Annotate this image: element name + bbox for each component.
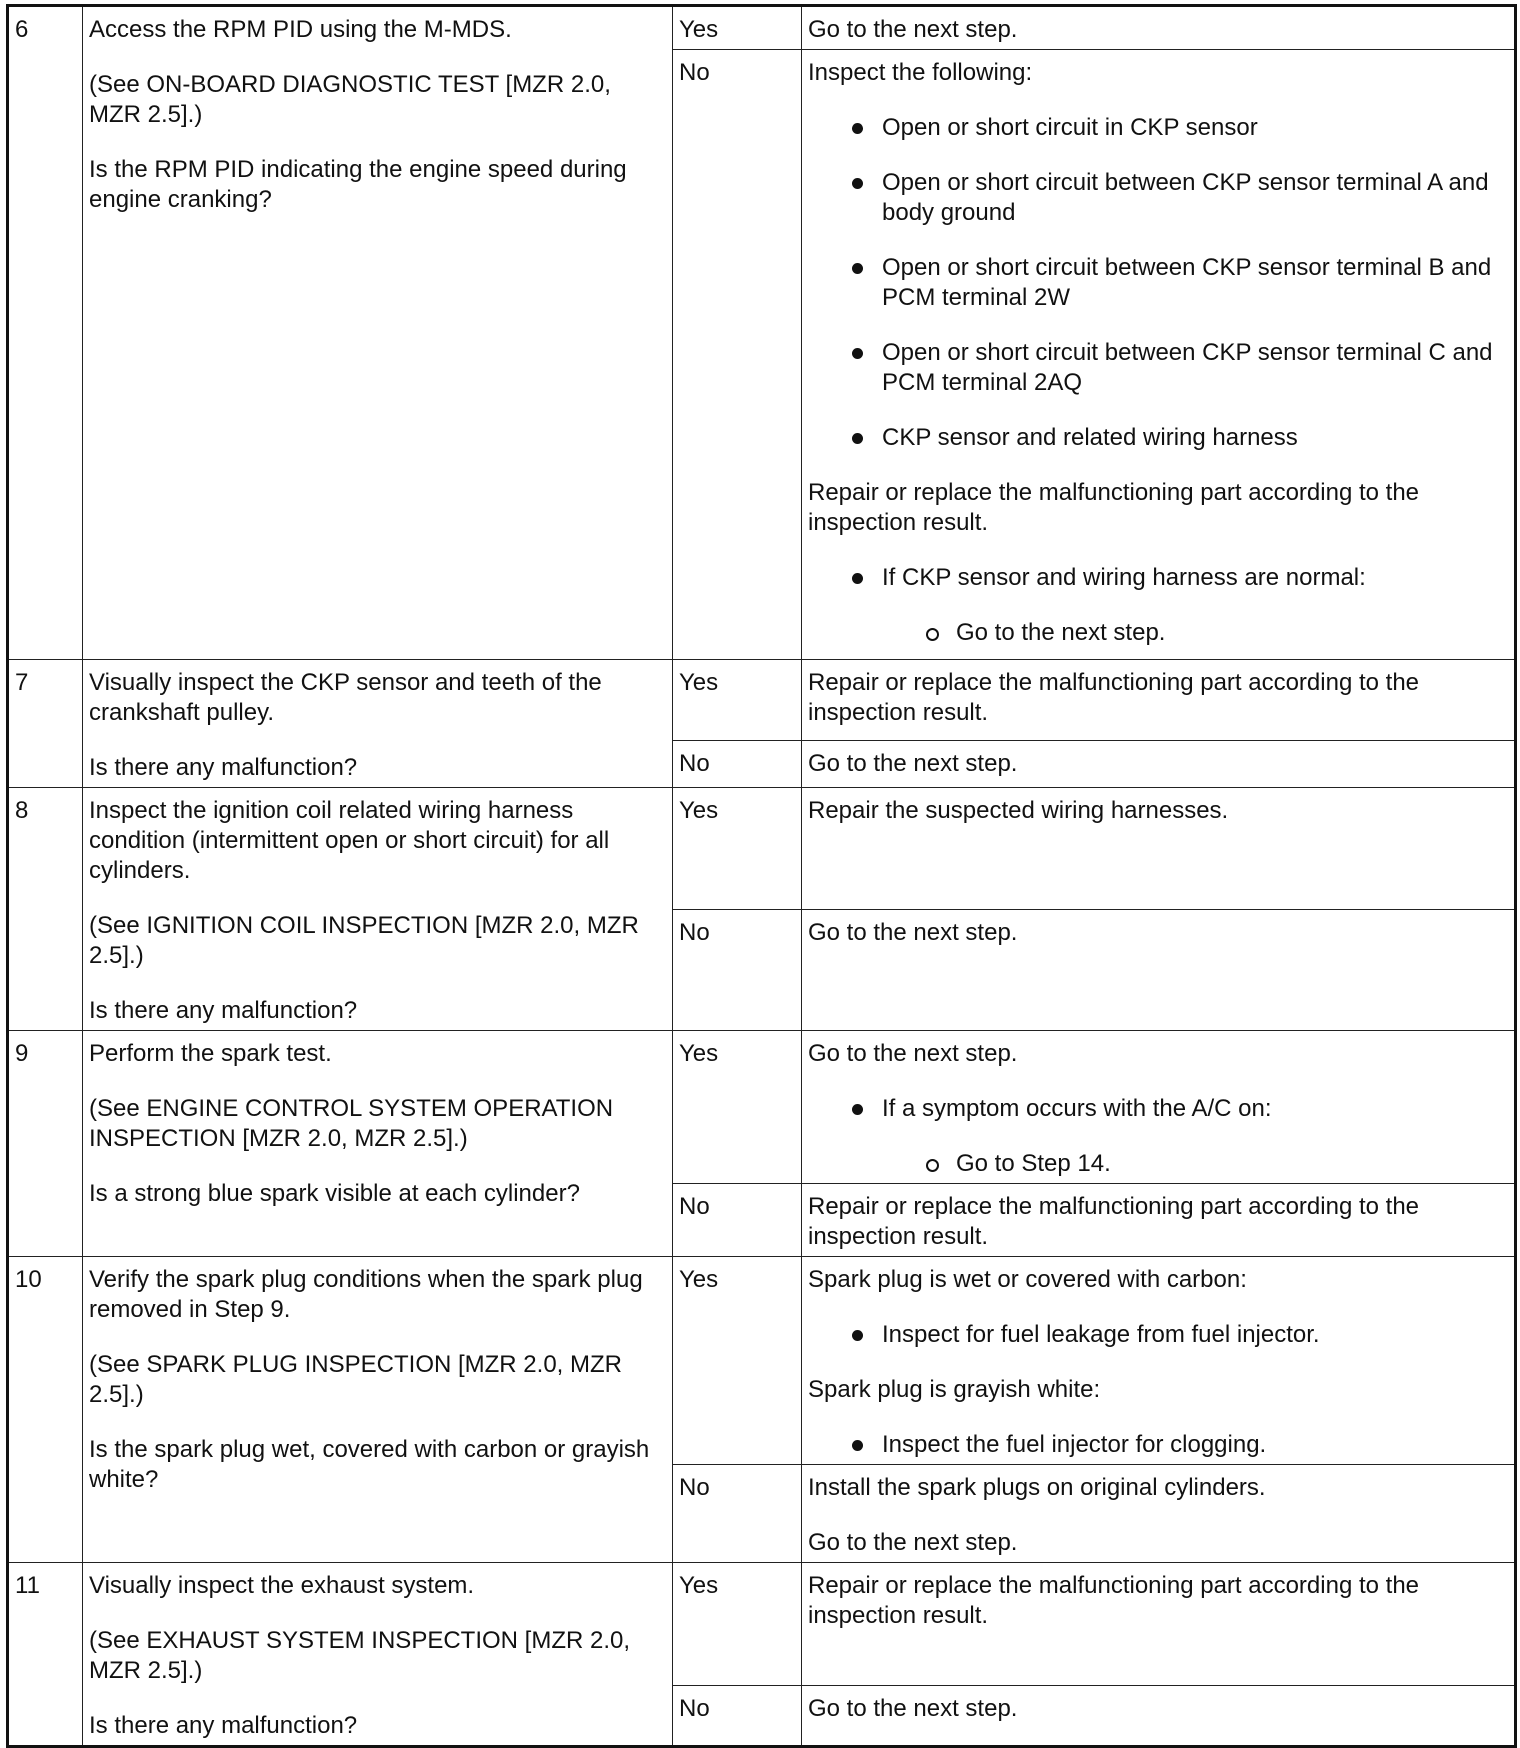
step-number: 7 xyxy=(8,660,83,788)
list-item: Open or short circuit between CKP sensor terminal A and body ground xyxy=(808,168,1508,228)
list-item xyxy=(808,1094,1508,1179)
inspection-text: Visually inspect the exhaust system. xyxy=(89,1572,475,1599)
result-no-label: No xyxy=(673,1686,802,1747)
action-no xyxy=(802,50,1516,660)
result-no-label: No xyxy=(673,1184,802,1257)
table-row-step-9-yes xyxy=(8,1031,1516,1184)
table-row-step-11-yes xyxy=(8,1563,1516,1686)
list-item: Inspect the fuel injector for clogging. xyxy=(808,1430,1508,1460)
condition-text: If CKP sensor and wiring harness are normal: xyxy=(882,564,1366,591)
action-line: Go to the next step. xyxy=(808,1529,1018,1556)
action-line: Spark plug is grayish white: xyxy=(808,1376,1101,1403)
inspection-reference: (See EXHAUST SYSTEM INSPECTION [MZR 2.0, MZR 2.5].) xyxy=(89,1627,631,1684)
inspection-cell xyxy=(83,788,673,1031)
action-intro: Go to the next step. xyxy=(808,1040,1018,1067)
inspection-text: Verify the spark plug conditions when the spark plug removed in Step 9. xyxy=(89,1266,643,1323)
inspection-question: Is there any malfunction? xyxy=(89,754,358,781)
action-no: Go to the next step. xyxy=(802,741,1516,788)
action-no: Go to the next step. xyxy=(802,1686,1516,1747)
inspection-list xyxy=(808,1320,1508,1350)
sub-list-item: Go to Step 14. xyxy=(882,1149,1508,1179)
inspection-cell xyxy=(83,1257,673,1563)
inspection-cell xyxy=(83,1563,673,1747)
result-yes-label: Yes xyxy=(673,1563,802,1686)
inspection-cell xyxy=(83,1031,673,1257)
step-number: 10 xyxy=(8,1257,83,1563)
inspection-reference: (See SPARK PLUG INSPECTION [MZR 2.0, MZR 2.5].) xyxy=(89,1351,622,1408)
inspection-reference: (See IGNITION COIL INSPECTION [MZR 2.0, MZR 2.5].) xyxy=(89,912,639,969)
table-row-step-7-yes xyxy=(8,660,1516,741)
inspection-cell xyxy=(83,660,673,788)
action-yes xyxy=(802,1257,1516,1465)
table-row-step-6-yes xyxy=(8,6,1516,50)
action-yes: Repair or replace the malfunctioning part according to the inspection result. xyxy=(802,660,1516,741)
result-yes-label: Yes xyxy=(673,788,802,910)
inspection-question: Is there any malfunction? xyxy=(89,997,358,1024)
step-number: 11 xyxy=(8,1563,83,1747)
inspection-question: Is a strong blue spark visible at each cylinder? xyxy=(89,1180,580,1207)
inspection-question: Is there any malfunction? xyxy=(89,1712,358,1739)
action-line: Install the spark plugs on original cylinders. xyxy=(808,1474,1266,1501)
diagnostic-table-page xyxy=(6,4,1514,1739)
inspection-list xyxy=(808,1430,1508,1460)
action-yes: Repair or replace the malfunctioning part according to the inspection result. xyxy=(802,1563,1516,1686)
action-line: Spark plug is wet or covered with carbon: xyxy=(808,1266,1247,1293)
action-yes: Go to the next step. xyxy=(802,6,1516,50)
result-yes-label: Yes xyxy=(673,660,802,741)
condition-list xyxy=(808,563,1508,648)
result-no-label: No xyxy=(673,910,802,1031)
list-item: CKP sensor and related wiring harness xyxy=(808,423,1508,453)
list-item: Open or short circuit between CKP sensor terminal C and PCM terminal 2AQ xyxy=(808,338,1508,398)
table-row-step-10-yes xyxy=(8,1257,1516,1465)
inspection-reference: (See ENGINE CONTROL SYSTEM OPERATION INSPECTION [MZR 2.0, MZR 2.5].) xyxy=(89,1095,614,1152)
result-no-label: No xyxy=(673,741,802,788)
inspection-cell xyxy=(83,6,673,660)
result-yes-label: Yes xyxy=(673,1257,802,1465)
result-no-label: No xyxy=(673,50,802,660)
list-item xyxy=(808,563,1508,648)
result-yes-label: Yes xyxy=(673,6,802,50)
inspection-text: Inspect the ignition coil related wiring harness condition (intermittent open or short circuit) for all cylinders. xyxy=(89,797,610,884)
list-item: Open or short circuit in CKP sensor xyxy=(808,113,1508,143)
inspection-reference: (See ON-BOARD DIAGNOSTIC TEST [MZR 2.0, MZR 2.5].) xyxy=(89,71,611,128)
inspection-question: Is the RPM PID indicating the engine speed during engine cranking? xyxy=(89,156,627,213)
diagnostic-procedure-table xyxy=(6,4,1517,1748)
condition-list xyxy=(808,1094,1508,1179)
inspection-list xyxy=(808,113,1508,453)
action-no: Go to the next step. xyxy=(802,910,1516,1031)
condition-text: If a symptom occurs with the A/C on: xyxy=(882,1095,1272,1122)
sub-list-item: Go to the next step. xyxy=(882,618,1508,648)
step-number: 8 xyxy=(8,788,83,1031)
action-intro: Inspect the following: xyxy=(808,59,1033,86)
list-item: Inspect for fuel leakage from fuel injector. xyxy=(808,1320,1508,1350)
inspection-text: Perform the spark test. xyxy=(89,1040,332,1067)
inspection-text: Visually inspect the CKP sensor and teeth of the crankshaft pulley. xyxy=(89,669,602,726)
list-item: Open or short circuit between CKP sensor terminal B and PCM terminal 2W xyxy=(808,253,1508,313)
step-number: 9 xyxy=(8,1031,83,1257)
action-yes: Repair the suspected wiring harnesses. xyxy=(802,788,1516,910)
result-no-label: No xyxy=(673,1465,802,1563)
action-yes xyxy=(802,1031,1516,1184)
action-repair: Repair or replace the malfunctioning part according to the inspection result. xyxy=(808,479,1420,536)
sub-list xyxy=(882,618,1508,648)
inspection-text: Access the RPM PID using the M-MDS. xyxy=(89,16,512,43)
sub-list xyxy=(882,1149,1508,1179)
action-no xyxy=(802,1465,1516,1563)
result-yes-label: Yes xyxy=(673,1031,802,1184)
table-row-step-8-yes xyxy=(8,788,1516,910)
action-no: Repair or replace the malfunctioning part according to the inspection result. xyxy=(802,1184,1516,1257)
step-number: 6 xyxy=(8,6,83,660)
inspection-question: Is the spark plug wet, covered with carbon or grayish white? xyxy=(89,1436,650,1493)
